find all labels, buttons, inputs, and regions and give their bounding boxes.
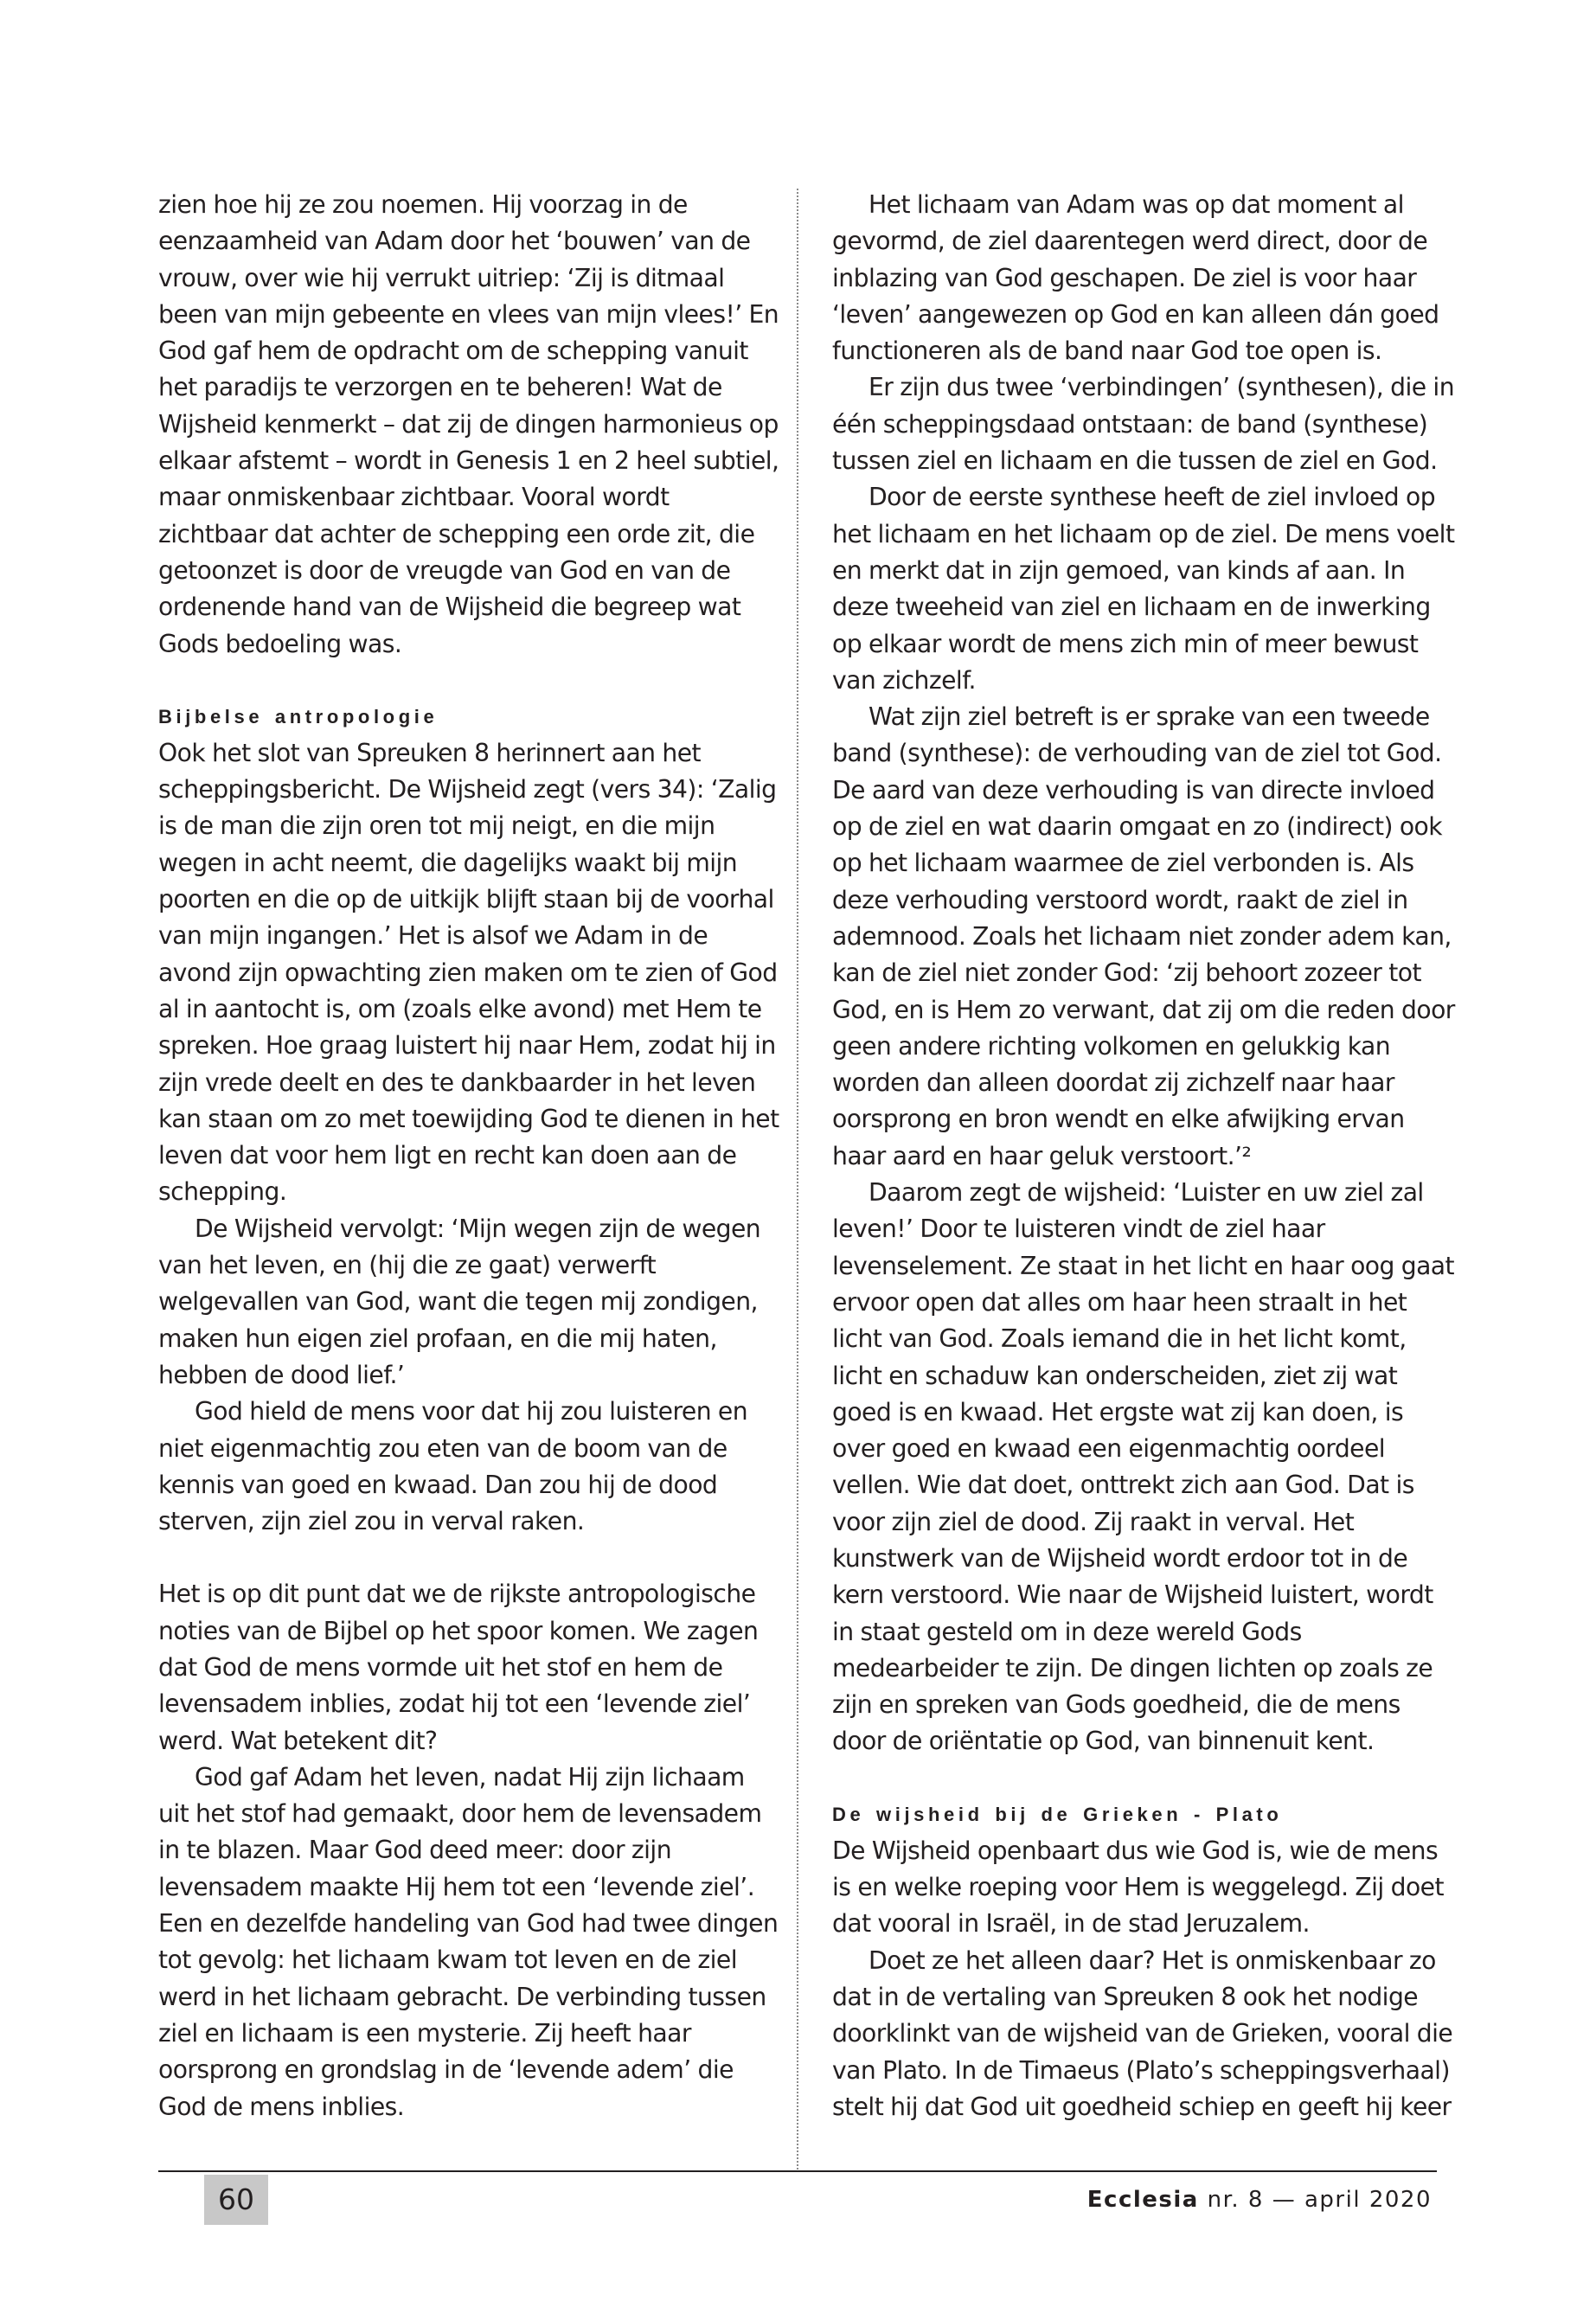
- right-paragraph-4: Wat zijn ziel betreft is er sprake van een tweede band (synthese): de verhouding van de ziel tot God. De aard van deze verhouding is van directe invloed op de ziel en wat daarin omgaat en zo (indirect) ook op het lichaam waarmee de ziel verbonden is. Als deze verhouding verstoord wordt, raakt de ziel in ademnood. Zoals het lichaam niet zonder adem kan, kan de ziel niet zonder God: ‘zij behoort zozeer tot God, en is Hem zo verwant, dat zij om die reden door geen andere richting volkomen en gelukkig kan worden dan alleen doordat zij zichzelf naar haar oorsprong en bron wendt en elke afwijking ervan haar aard en haar geluk verstoort.’²: [832, 702, 1455, 1170]
- right-column: [832, 187, 1455, 2125]
- right-paragraph-3: Door de eerste synthese heeft de ziel invloed op het lichaam en het lichaam op de ziel. De mens voelt en merkt dat in zijn gemoed, van kinds af aan. In deze tweeheid van ziel en lichaam en de inwerking op elkaar wordt de mens zich min of meer bewust van zichzelf.: [832, 483, 1455, 695]
- right-paragraph-6: De Wijsheid openbaart dus wie God is, wie de mens is en welke roeping voor Hem is weggelegd. Zij doet dat vooral in Israël, in de stad Jeruzalem.: [832, 1836, 1444, 1939]
- section-heading-wijsheid-grieken: De wijsheid bij de Grieken - Plato: [832, 1803, 1283, 1825]
- right-paragraph-7: Doet ze het alleen daar? Het is onmiskenbaar zo dat in de vertaling van Spreuken 8 ook het nodige doorklinkt van de wijsheid van de Grieken, vooral die van Plato. In de Timaeus (Plato’s scheppingsverhaal) stelt hij dat God uit goedheid schiep en geeft hij keer: [832, 1945, 1453, 2121]
- magazine-name: Ecclesia: [1086, 2187, 1199, 2213]
- left-paragraph-4: God hield de mens voor dat hij zou luisteren en niet eigenmachtig zou eten van de boom van de kennis van goed en kwaad. Dan zou hij de dood sterven, zijn ziel zou in verval raken.: [158, 1397, 748, 1536]
- left-paragraph-2: Ook het slot van Spreuken 8 herinnert aan het scheppingsbericht. De Wijsheid zegt (vers 34): ‘Zalig is de man die zijn oren tot mij neigt, en die mijn wegen in acht neemt, die dagelijks waakt bij mijn poorten en die op de uitkijk blijft staan bij de voorhal van mijn ingangen.’ Het is alsof we Adam in de avond zijn opwachting zien maken om te zien of God al in aantocht is, om (zoals elke avond) met Hem te spreken. Hoe graag luistert hij naar Hem, zodat hij in zijn vrede deelt en des te dankbaarder in het leven kan staan om zo met toewijding God te dienen in het leven dat voor hem ligt en recht kan doen aan de schepping.: [158, 738, 779, 1207]
- left-paragraph-1: zien hoe hij ze zou noemen. Hij voorzag in de eenzaamheid van Adam door het ‘bouwen’ van de vrouw, over wie hij verrukt uitriep: ‘Zij is ditmaal been van mijn gebeente en vlees van mijn vlees!’ En God gaf hem de opdracht om de schepping vanuit het paradijs te verzorgen en te beheren! Wat de Wijsheid kenmerkt – dat zij de dingen harmonieus op elkaar afstemt – wordt in Genesis 1 en 2 heel subtiel, maar onmiskenbaar zichtbaar. Vooral wordt zichtbaar dat achter de schepping een orde zit, die getoonzet is door de vreugde van God en van de ordenende hand van de Wijsheid die begreep wat Gods bedoeling was.: [158, 190, 779, 658]
- footer-rule: [158, 2170, 1437, 2172]
- right-paragraph-1: Het lichaam van Adam was op dat moment al gevormd, de ziel daarentegen werd direct, door de inblazing van God geschapen. De ziel is voor haar ‘leven’ aangewezen op God en kan alleen dán goed functioneren als de band naar God toe open is.: [832, 190, 1439, 366]
- issue-info: nr. 8 — april 2020: [1207, 2187, 1432, 2213]
- footer-masthead: [1087, 2175, 1432, 2225]
- left-paragraph-3: De Wijsheid vervolgt: ‘Mijn wegen zijn de wegen van het leven, en (hij die ze gaat) verwerft welgevallen van God, want die tegen mij zondigen, maken hun eigen ziel profaan, en die mij haten, hebben de dood lief.’: [158, 1214, 761, 1389]
- page-number: 60: [204, 2175, 268, 2225]
- right-paragraph-2: Er zijn dus twee ‘verbindingen’ (synthesen), die in één scheppingsdaad ontstaan: de band (synthese) tussen ziel en lichaam en die tussen de ziel en God.: [832, 373, 1455, 476]
- column-divider: [797, 189, 798, 2170]
- right-paragraph-5: Daarom zegt de wijsheid: ‘Luister en uw ziel zal leven!’ Door te luisteren vindt de ziel haar levenselement. Ze staat in het licht en haar oog gaat ervoor open dat alles om haar heen straalt in het licht van God. Zoals iemand die in het licht komt, licht en schaduw kan onderscheiden, ziet zij wat goed is en kwaad. Het ergste wat zij kan doen, is over goed en kwaad een eigenmachtig oordeel vellen. Wie dat doet, onttrekt zich aan God. Dat is voor zijn ziel de dood. Zij raakt in verval. Het kunstwerk van de Wijsheid wordt erdoor tot in de kern verstoord. Wie naar de Wijsheid luistert, wordt in staat gesteld om in deze wereld Gods medearbeider te zijn. De dingen lichten op zoals ze zijn en spreken van Gods goedheid, die de mens door de oriëntatie op God, van binnenuit kent.: [832, 1178, 1455, 1756]
- left-paragraph-6: God gaf Adam het leven, nadat Hij zijn lichaam uit het stof had gemaakt, door hem de levensadem in te blazen. Maar God deed meer: door zijn levensadem maakte Hij hem tot een ‘levende ziel’. Een en dezelfde handeling van God had twee dingen tot gevolg: het lichaam kwam tot leven en de ziel werd in het lichaam gebracht. De verbinding tussen ziel en lichaam is een mysterie. Zij heeft haar oorsprong en grondslag in de ‘levende adem’ die God de mens inblies.: [158, 1762, 779, 2121]
- section-heading-bijbelse-antropologie: Bijbelse antropologie: [158, 705, 439, 727]
- left-paragraph-5: Het is op dit punt dat we de rijkste antropologische noties van de Bijbel op het spoor komen. We zagen dat God de mens vormde uit het stof en hem de levensadem inblies, zodat hij tot een ‘levende ziel’ werd. Wat betekent dit?: [158, 1580, 759, 1755]
- left-column: [158, 187, 781, 2125]
